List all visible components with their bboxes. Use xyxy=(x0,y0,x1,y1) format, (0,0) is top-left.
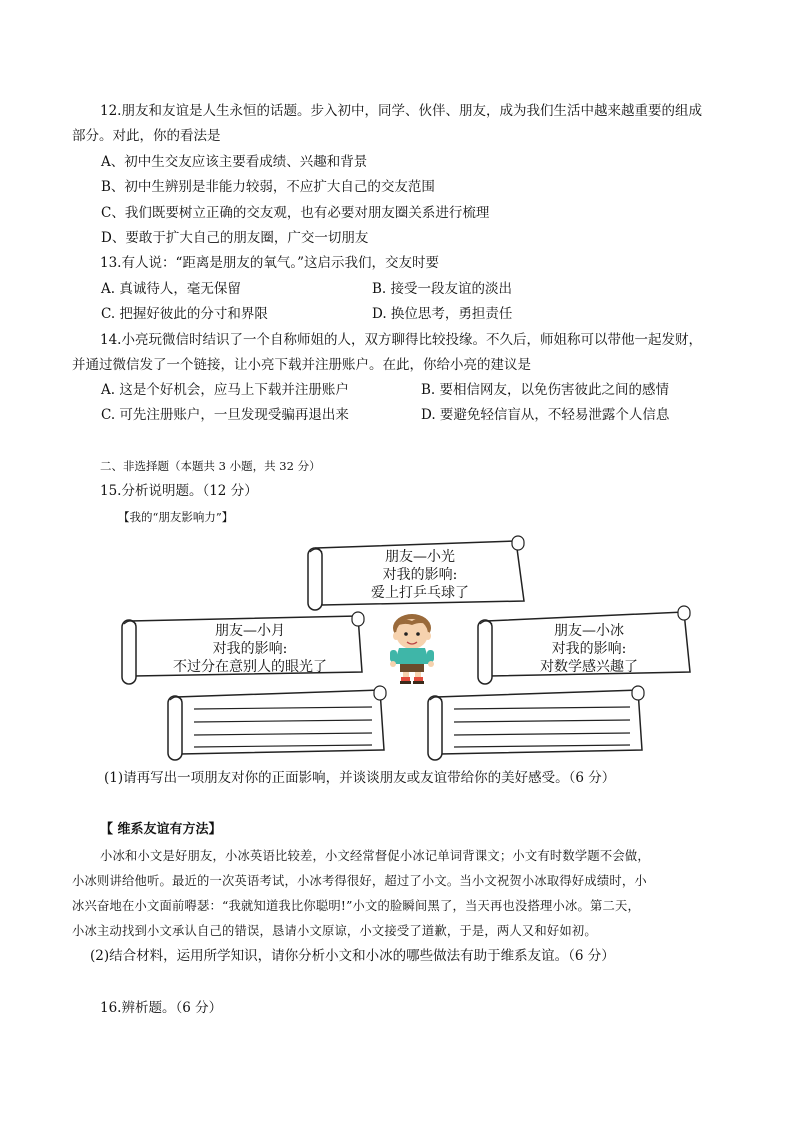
scroll-blank-right xyxy=(428,686,644,760)
scroll-top-line2: 对我的影响: xyxy=(382,567,458,583)
material2-line2: 小冰则讲给他听。最近的一次英语考试，小冰考得很好，超过了小文。当小文祝贺小冰取得好成绩时，小 xyxy=(72,874,647,888)
scroll-right-line3: 对数学感兴趣了 xyxy=(540,659,638,675)
scroll-right-line1: 朋友—小冰 xyxy=(554,623,624,639)
q14-option-b: B. 要相信网友，以免伤害彼此之间的感情 xyxy=(421,382,670,398)
scroll-blank-left xyxy=(168,686,386,760)
q15-material-title: 【我的“朋友影响力”】 xyxy=(118,510,234,524)
q13-option-d: D. 换位思考，勇担责任 xyxy=(372,306,513,322)
q14-option-a: A. 这是个好机会，应马上下载并注册账户 xyxy=(101,382,349,398)
scroll-right-line2: 对我的影响: xyxy=(551,641,627,657)
q15-sub1: (1)请再写出一项朋友对你的正面影响，并谈谈朋友或友谊带给你的美好感受。（6 分） xyxy=(104,770,616,786)
q12-stem-line2: 部分。对此，你的看法是 xyxy=(72,128,221,144)
q12-option-b: B、初中生辨别是非能力较弱，不应扩大自己的交友范围 xyxy=(101,179,435,195)
scroll-top-line3: 爱上打乒乓球了 xyxy=(371,585,469,601)
material2-line1: 小冰和小文是好朋友，小冰英语比较差，小文经常督促小冰记单词背课文；小文有时数学题不会做， xyxy=(100,849,650,863)
q14-option-d: D. 要避免轻信盲从，不轻易泄露个人信息 xyxy=(421,407,670,423)
q13-stem: 13.有人说：“距离是朋友的氧气。”这启示我们，交友时要 xyxy=(100,255,440,271)
q15-material2-title: 【 维系友谊有方法】 xyxy=(100,822,222,837)
scroll-top-text xyxy=(322,548,518,602)
boy-cartoon-icon xyxy=(390,614,434,684)
material2-line4: 小冰主动找到小文承认自己的错误，恳请小文原谅，小文接受了道歉，于是，两人又和好如初。 xyxy=(72,924,597,938)
q14-stem-line2: 并通过微信发了一个链接，让小亮下载并注册账户。在此，你给小亮的建议是 xyxy=(72,357,531,373)
scroll-top-line1: 朋友—小光 xyxy=(385,549,455,565)
q14-stem-line1: 14.小亮玩微信时结识了一个自称师姐的人，双方聊得比较投缘。不久后，师姐称可以带他一起发财， xyxy=(100,332,702,348)
q16-stem: 16.辨析题。（6 分） xyxy=(100,1000,223,1016)
q13-option-a: A. 真诚待人，毫无保留 xyxy=(101,281,241,297)
q13-option-c: C. 把握好彼此的分寸和界限 xyxy=(101,306,268,322)
q15-stem: 15.分析说明题。（12 分） xyxy=(100,483,258,499)
scroll-left-line1: 朋友—小月 xyxy=(215,623,285,639)
q15-sub2: (2)结合材料，运用所学知识，请你分析小文和小冰的哪些做法有助于维系友谊。（6 分） xyxy=(90,948,615,964)
section2-heading: 二、非选择题（本题共 3 小题，共 32 分） xyxy=(100,459,321,473)
q12-stem-line1: 12.朋友和友谊是人生永恒的话题。步入初中，同学、伙伴、朋友，成为我们生活中越来越重要的组成 xyxy=(100,103,702,119)
q12-option-d: D、要敢于扩大自己的朋友圈，广交一切朋友 xyxy=(101,230,369,246)
scroll-left-line2: 对我的影响: xyxy=(212,641,288,657)
q12-option-a: A、初中生交友应该主要看成绩、兴趣和背景 xyxy=(101,154,368,170)
scroll-left-line3: 不过分在意别人的眼光了 xyxy=(173,659,327,675)
q12-option-c: C、我们既要树立正确的交友观，也有必要对朋友圈关系进行梳理 xyxy=(101,205,490,221)
q13-option-b: B. 接受一段友谊的淡出 xyxy=(372,281,513,297)
material2-line3: 冰兴奋地在小文面前嘚瑟：“我就知道我比你聪明!”小文的脸瞬间黑了，当天再也没搭理小冰。第二天， xyxy=(72,899,640,913)
scroll-right-text xyxy=(492,622,686,676)
scroll-left-text xyxy=(136,622,364,676)
q14-option-c: C. 可先注册账户，一旦发现受骗再退出来 xyxy=(101,407,349,423)
